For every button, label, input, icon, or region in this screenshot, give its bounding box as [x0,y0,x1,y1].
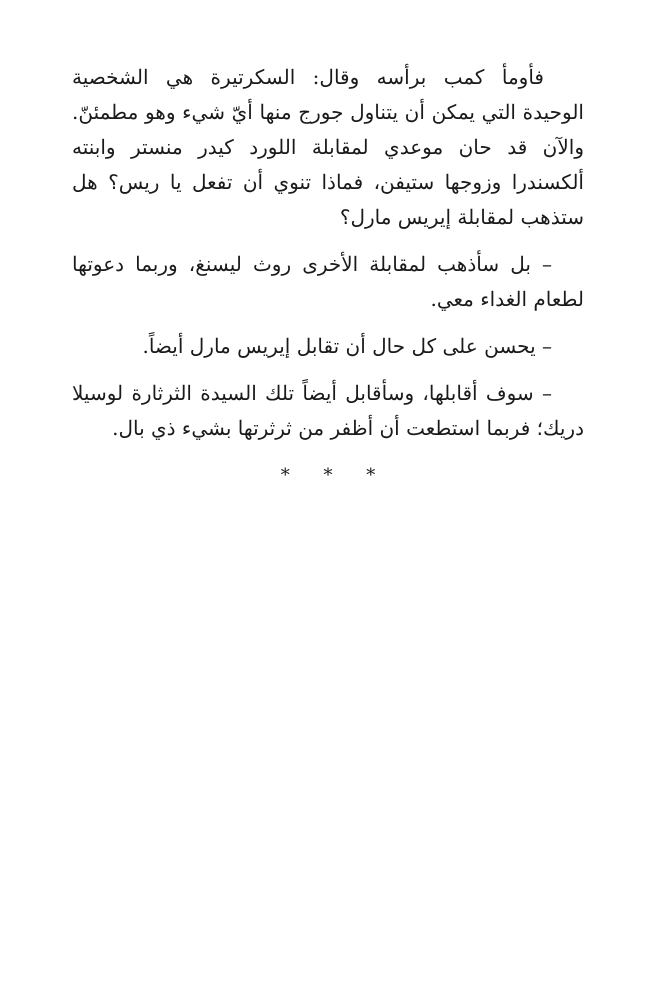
section-break-ornament: * * * [280,465,390,486]
paragraph-kemp-reply: فأومأ كمب برأسه وقال: السكرتيرة هي الشخصية الوحيدة التي يمكن أن يتناول جورج منها أيّ شيء وهو مطمئنّ. والآن قد حان موعدي لمقابلة اللورد كيدر منستر وابنته ألكسندرا وزوجها ستيفن، فماذا تنوي أن تفعل يا ريس؟ هل ستذهب لمقابلة إيريس مارل؟ [72,65,584,229]
paragraph-iris-advice: – يحسن على كل حال أن تقابل إيريس مارل أيضاً. [142,334,552,358]
book-page [72,60,584,493]
paragraph-race-plan: – بل سأذهب لمقابلة الأخرى روث ليسنغ، وربما دعوتها لطعام الغداء معي. [72,252,584,311]
paragraph-lucilla-drake: – سوف أقابلها، وسأقابل أيضاً تلك السيدة الثرثارة لوسيلا دريك؛ فربما استطعت أن أظفر من ثرثرتها بشيء ذي بال. [72,381,584,440]
